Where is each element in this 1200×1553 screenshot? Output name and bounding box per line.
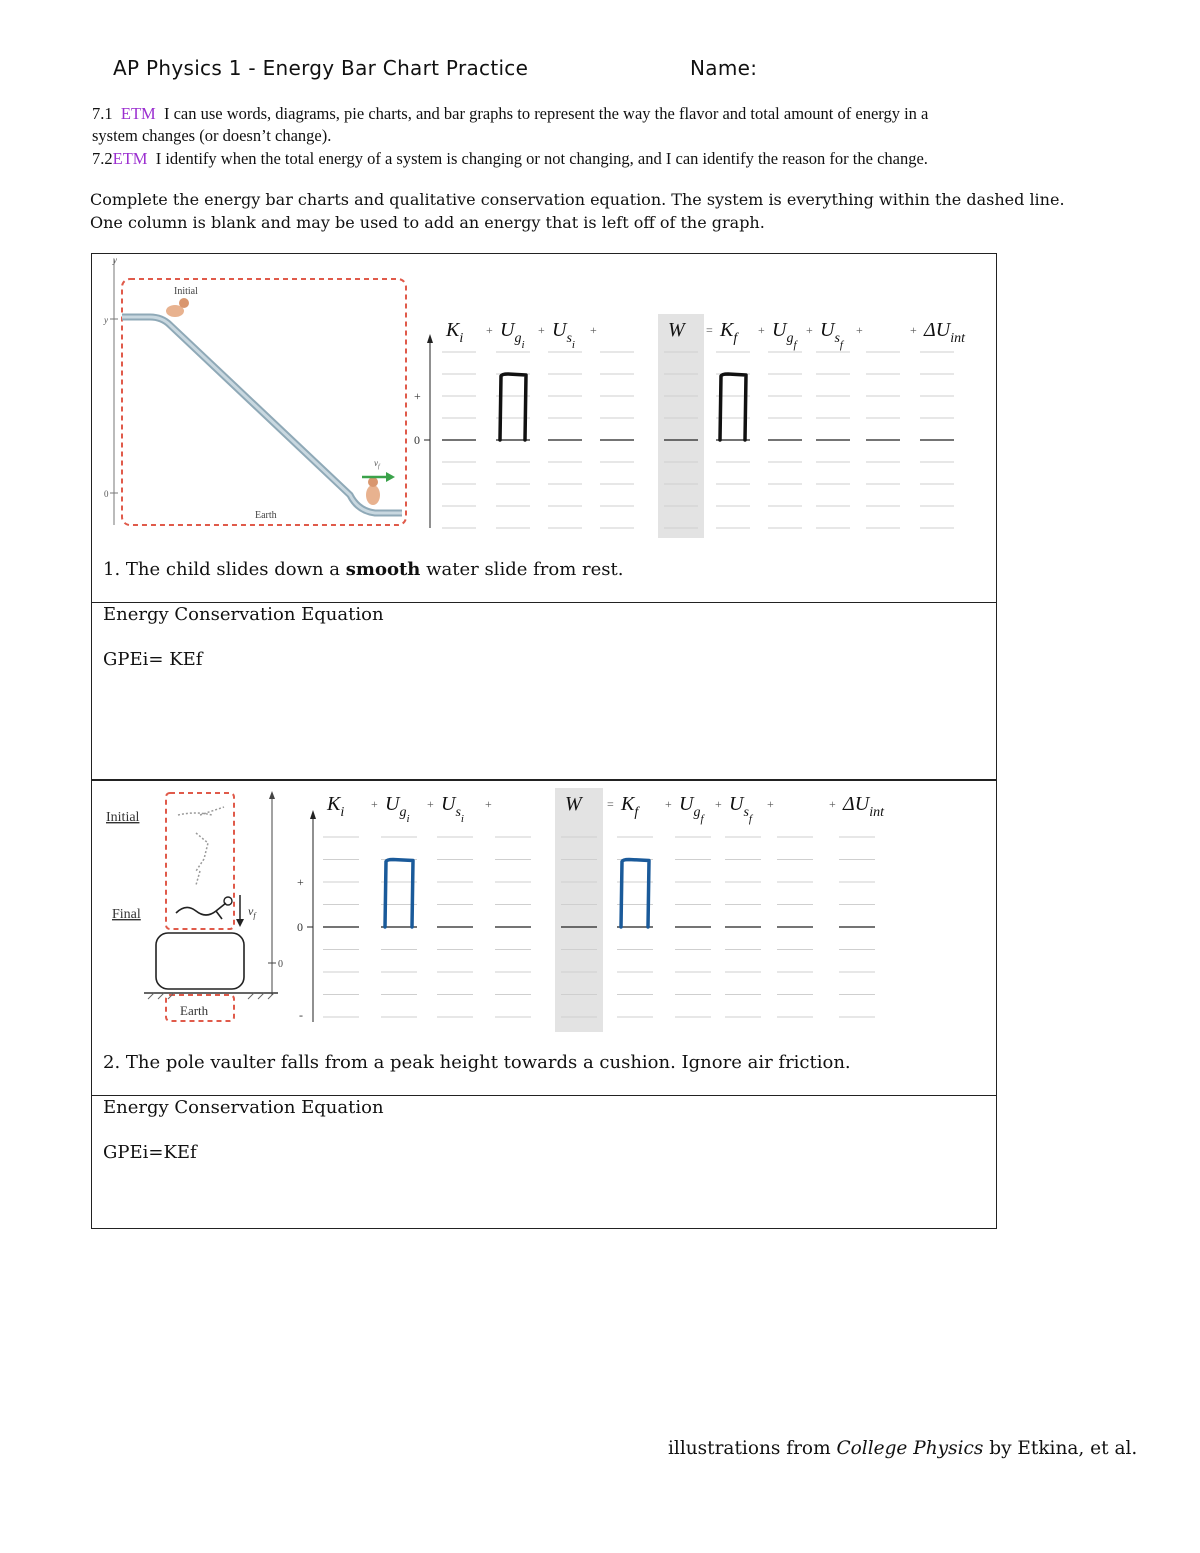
axis-plus-label: + [414,389,421,403]
bar-K_f [621,860,649,928]
earth-label: Earth [255,510,277,521]
operator-7: + [806,323,813,337]
operator-6: + [758,323,765,337]
velocity-label: $v_f$ [374,458,380,470]
w-column-shading [555,788,603,1032]
etm-tag: ETM [112,149,148,168]
operator-1: + [371,797,378,811]
worksheet-title: AP Physics 1 - Energy Bar Chart Practice [113,56,529,80]
operator-7: + [715,797,722,811]
vertical-axis-arrow [310,810,316,819]
operator-5: = [607,797,614,811]
pole-vaulter-diagram [100,785,295,1030]
problem-1-equation-panel [91,602,997,781]
label-us-i: $U_{si}$ [552,319,575,351]
instructions: Complete the energy bar charts and qualitative conservation equation. The system is everything within the dashed line. One column is blank and may be used to add an energy that is left off of the graph. [90,190,1065,232]
height-axis-arrow [269,791,275,799]
operator-3: + [590,323,597,337]
problem-2-equation-answer[interactable]: GPEi=KEf [103,1142,197,1163]
initial-label: Initial [174,286,198,297]
problem-1-equation-answer[interactable]: GPEi= KEf [103,649,203,670]
bar-K_f [720,374,746,440]
final-label: Final [112,907,141,922]
operator-3: + [485,797,492,811]
problem-2-equation-label: Energy Conservation Equation [103,1097,384,1118]
label-k-f: $K_f$ [720,319,738,346]
label-k-f: $K_f$ [621,793,639,820]
operator-2: + [538,323,545,337]
problem-1-statement: 1. The child slides down a smooth water slide from rest. [103,559,624,580]
problem-2-statement: 2. The pole vaulter falls from a peak height towards a cushion. Ignore air friction. [103,1052,851,1073]
axis-minus-label: - [299,1008,303,1022]
vaulter-final [176,903,226,919]
problem-2-top-border-right [289,779,997,780]
operator-9: + [910,323,917,337]
water-slide-diagram [100,255,412,540]
label-ug-i: $U_{gi}$ [385,793,410,825]
child-initial-head [179,298,189,308]
initial-label: Initial [106,810,140,825]
objective-7-1: 7.1 ETM I can use words, diagrams, pie charts, and bar graphs to represent the way the flavor and total amount of energy in a system changes (or doesn’t change). [92,104,929,145]
y-axis-label: y [113,255,117,265]
child-final [366,485,380,505]
axis-plus-label: + [297,875,304,889]
cushion [156,933,244,989]
illustration-credit: illustrations from College Physics by Etkina, et al. [668,1438,1138,1459]
label-ug-f: $U_{gf}$ [679,793,704,825]
bar-U_gi [500,374,526,440]
slide-track [122,317,402,513]
name-label: Name: [690,56,758,80]
operator-1: + [486,323,493,337]
bar-U_gi [385,860,413,928]
w-column-shading [658,314,704,538]
energy-bar-chart-1 [404,306,984,542]
height-zero-label: 0 [278,959,283,970]
label-k-i: $K_i$ [327,793,345,820]
operator-6: + [665,797,672,811]
velocity-label: $v_f$ [248,904,256,920]
problem-1-equation-label: Energy Conservation Equation [103,604,384,625]
label-delta-u-int: $\Delta U_{int}$ [843,793,884,820]
vaulter-head [224,897,232,905]
label-w: W [668,319,685,341]
operator-8: + [767,797,774,811]
operator-5: = [706,323,713,337]
axis-zero-label: 0 [297,920,303,934]
label-us-i: $U_{si}$ [441,793,464,825]
vaulter-initial-ghost [178,807,224,885]
zero-label: 0 [104,489,109,499]
label-w: W [565,793,582,815]
problem-2-top-border-left [91,779,289,780]
child-final-head [368,477,378,487]
velocity-arrowhead [386,472,395,482]
book-title: College Physics [836,1438,984,1459]
system-boundary [122,279,406,525]
etm-tag: ETM [120,104,156,123]
system-boundary-top [166,793,234,929]
label-us-f: $U_{sf}$ [820,319,843,351]
y-initial-label: y [104,315,108,325]
label-k-i: $K_i$ [446,319,464,346]
earth-label: Earth [180,1003,209,1018]
operator-2: + [427,797,434,811]
label-ug-i: $U_{gi}$ [500,319,525,351]
smooth-emphasis: smooth [345,559,421,580]
operator-8: + [856,323,863,337]
label-us-f: $U_{sf}$ [729,793,752,825]
objective-7-2: 7.2ETM I identify when the total energy of a system is changing or not changing, and I can identify the reason for the change. [92,149,928,168]
label-ug-f: $U_{gf}$ [772,319,797,351]
operator-9: + [829,797,836,811]
vertical-axis-arrow [427,334,433,343]
axis-zero-label: 0 [414,433,420,447]
label-delta-u-int: $\Delta U_{int}$ [924,319,965,346]
velocity-arrowhead [236,919,244,927]
energy-bar-chart-2 [285,782,985,1034]
